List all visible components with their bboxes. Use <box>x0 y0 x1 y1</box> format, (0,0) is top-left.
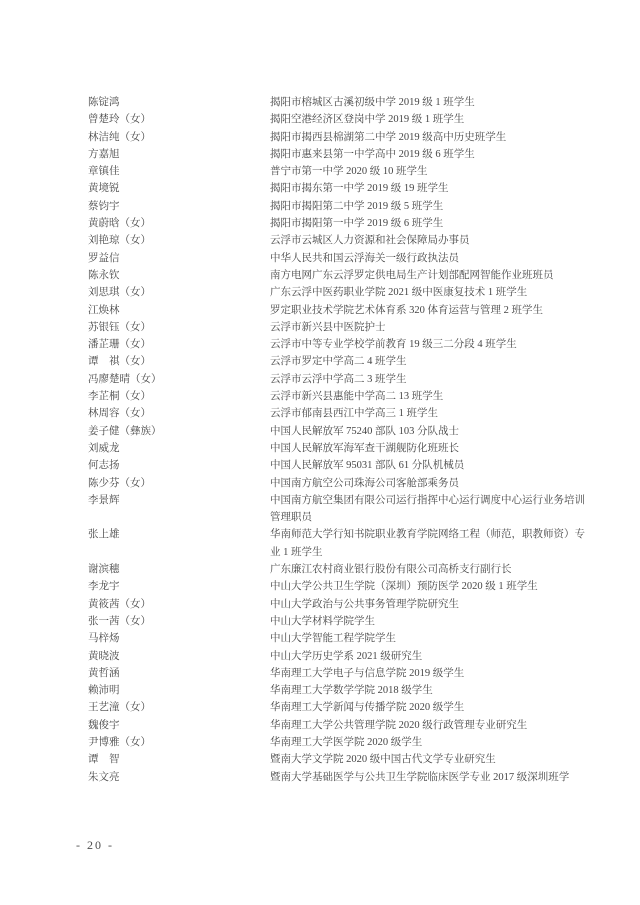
entry-name: 刘艳琼（女） <box>88 235 151 247</box>
list-item <box>88 215 598 232</box>
entry-name: 李景辉 <box>88 494 120 506</box>
entry-name: 谭 智 <box>88 754 120 766</box>
list-item <box>88 492 598 527</box>
entry-name: 张一茜（女） <box>88 615 151 627</box>
list-item <box>88 371 598 388</box>
entry-description: 揭阳市揭阳第二中学 2019 级 5 班学生 <box>270 200 444 212</box>
list-item <box>88 336 598 353</box>
entry-description: 华南理工大学电子与信息学院 2019 级学生 <box>270 667 465 679</box>
entry-description: 暨南大学基础医学与公共卫生学院临床医学专业 2017 级深圳班学 <box>270 771 570 783</box>
entry-description: 南方电网广东云浮罗定供电局生产计划部配网智能作业班班员 <box>270 269 554 281</box>
list-item <box>88 561 598 578</box>
list-item <box>88 388 598 405</box>
entry-description: 中山大学公共卫生学院（深圳）预防医学 2020 级 1 班学生 <box>270 581 538 593</box>
list-item <box>88 717 598 734</box>
entry-name: 谭 祺（女） <box>88 356 151 368</box>
entry-description: 中山大学材料学院学生 <box>270 615 375 627</box>
entry-name: 王艺潼（女） <box>88 702 151 714</box>
entry-name: 蔡钧宇 <box>88 200 120 212</box>
entry-description: 云浮市云城区人力资源和社会保障局办事员 <box>270 235 470 247</box>
entry-name: 刘威龙 <box>88 442 120 454</box>
entry-description: 中国南方航空集团有限公司运行指挥中心运行调度中心运行业务培训管理职员 <box>270 494 585 524</box>
list-item <box>88 180 598 197</box>
entry-name: 李芷桐（女） <box>88 391 151 403</box>
entry-description: 揭阳空港经济区登岗中学 2019 级 1 班学生 <box>270 114 465 126</box>
entry-description: 揭阳市榕城区古溪初级中学 2019 级 1 班学生 <box>270 97 475 108</box>
list-item <box>88 578 598 595</box>
list-item <box>88 319 598 336</box>
entry-name: 谢滨穗 <box>88 564 120 576</box>
list-item <box>88 163 598 180</box>
page-number: - 20 - <box>76 838 114 852</box>
entry-description: 揭阳市惠来县第一中学高中 2019 级 6 班学生 <box>270 148 475 160</box>
entry-description: 中山大学智能工程学院学生 <box>270 633 396 645</box>
entry-name: 魏俊宇 <box>88 719 120 731</box>
entry-name: 苏银钰（女） <box>88 321 151 333</box>
entry-description: 揭阳市揭阳第一中学 2019 级 6 班学生 <box>270 218 444 230</box>
entry-description: 中华人民共和国云浮海关一级行政执法员 <box>270 252 459 264</box>
entry-description: 中国南方航空公司珠海公司客舱部乘务员 <box>270 477 459 489</box>
entry-name: 马梓炀 <box>88 633 120 645</box>
entry-name: 黄哲涵 <box>88 667 120 679</box>
entry-description: 华南理工大学医学院 2020 级学生 <box>270 736 423 748</box>
list-item <box>88 751 598 768</box>
list-item <box>88 146 598 163</box>
entry-description: 中山大学历史学系 2021 级研究生 <box>270 650 423 662</box>
list-item <box>88 457 598 474</box>
entry-description: 云浮市云浮中学高二 3 班学生 <box>270 373 407 385</box>
entry-description: 云浮市郁南县西江中学高三 1 班学生 <box>270 408 438 420</box>
entry-name: 黄晓波 <box>88 650 120 662</box>
list-item <box>88 475 598 492</box>
entry-name: 黄境锐 <box>88 183 120 195</box>
entry-name: 何志扬 <box>88 460 120 472</box>
entry-description: 华南理工大学数学学院 2018 级学生 <box>270 685 433 697</box>
entry-description: 云浮市罗定中学高二 4 班学生 <box>270 356 407 368</box>
entry-name: 张上雄 <box>88 529 120 541</box>
list-item <box>88 405 598 422</box>
entry-name: 章镇佳 <box>88 166 120 178</box>
list-item <box>88 94 598 111</box>
entry-description: 揭阳市揭东第一中学 2019 级 19 班学生 <box>270 183 449 195</box>
entry-description: 中山大学政治与公共事务管理学院研究生 <box>270 598 459 610</box>
list-item <box>88 769 598 786</box>
list-item <box>88 630 598 647</box>
entry-description: 华南师范大学行知书院职业教育学院网络工程（师范，职教师资）专业 1 班学生 <box>270 529 585 558</box>
list-item <box>88 440 598 457</box>
list-item <box>88 111 598 128</box>
list-item <box>88 129 598 146</box>
entry-name: 陈锭鸿 <box>88 97 120 108</box>
entry-name: 刘思琪（女） <box>88 287 151 299</box>
list-item <box>88 699 598 716</box>
entry-description: 云浮市新兴县惠能中学高二 13 班学生 <box>270 391 444 403</box>
entry-name: 林周容（女） <box>88 408 151 420</box>
list-item <box>88 648 598 665</box>
list-item <box>88 267 598 284</box>
entries-list <box>88 94 598 786</box>
list-item <box>88 423 598 440</box>
entry-name: 江焕林 <box>88 304 120 316</box>
entry-name: 林洁纯（女） <box>88 131 151 143</box>
entry-name: 朱文亮 <box>88 771 120 783</box>
list-item <box>88 353 598 370</box>
entry-description: 中国人民解放军 75240 部队 103 分队战士 <box>270 425 459 437</box>
entry-name: 罗益信 <box>88 252 120 264</box>
entry-name: 陈永钦 <box>88 269 120 281</box>
entry-description: 普宁市第一中学 2020 级 10 班学生 <box>270 166 428 178</box>
list-item <box>88 734 598 751</box>
entry-name: 李龙宇 <box>88 581 120 593</box>
list-item <box>88 302 598 319</box>
list-item <box>88 198 598 215</box>
list-item <box>88 250 598 267</box>
list-item <box>88 613 598 630</box>
entry-description: 中国人民解放军海军查干湖舰防化班班长 <box>270 442 459 454</box>
entry-name: 陈少芬（女） <box>88 477 151 489</box>
list-item <box>88 284 598 301</box>
list-item <box>88 232 598 249</box>
entry-name: 方嘉旭 <box>88 148 120 160</box>
entry-name: 黄筱茜（女） <box>88 598 151 610</box>
entry-name: 黄蔚晗（女） <box>88 218 151 230</box>
entry-description: 罗定职业技术学院艺术体育系 320 体育运营与管理 2 班学生 <box>270 304 543 316</box>
entry-description: 广东廉江农村商业银行股份有限公司高桥支行副行长 <box>270 564 512 576</box>
entry-description: 云浮市新兴县中医院护士 <box>270 321 386 333</box>
entry-description: 暨南大学文学院 2020 级中国古代文学专业研究生 <box>270 754 496 766</box>
list-item <box>88 526 598 561</box>
entry-description: 揭阳市揭西县棉湖第二中学 2019 级高中历史班学生 <box>270 131 507 143</box>
entry-description: 云浮市中等专业学校学前教育 19 级三二分段 4 班学生 <box>270 339 517 351</box>
entry-name: 曾楚玲（女） <box>88 114 151 126</box>
entry-description: 广东云浮中医药职业学院 2021 级中医康复技术 1 班学生 <box>270 287 528 299</box>
entry-name: 尹博雅（女） <box>88 736 151 748</box>
entry-description: 华南理工大学新闻与传播学院 2020 级学生 <box>270 702 465 714</box>
entry-description: 华南理工大学公共管理学院 2020 级行政管理专业研究生 <box>270 719 528 731</box>
list-item <box>88 596 598 613</box>
entry-name: 赖沛明 <box>88 685 120 697</box>
list-item <box>88 665 598 682</box>
entry-name: 姜子健（彝族） <box>88 425 162 437</box>
entry-description: 中国人民解放军 95031 部队 61 分队机械员 <box>270 460 465 472</box>
entry-name: 冯廖楚晴（女） <box>88 373 162 385</box>
list-item <box>88 682 598 699</box>
entry-name: 潘芷珊（女） <box>88 339 151 351</box>
